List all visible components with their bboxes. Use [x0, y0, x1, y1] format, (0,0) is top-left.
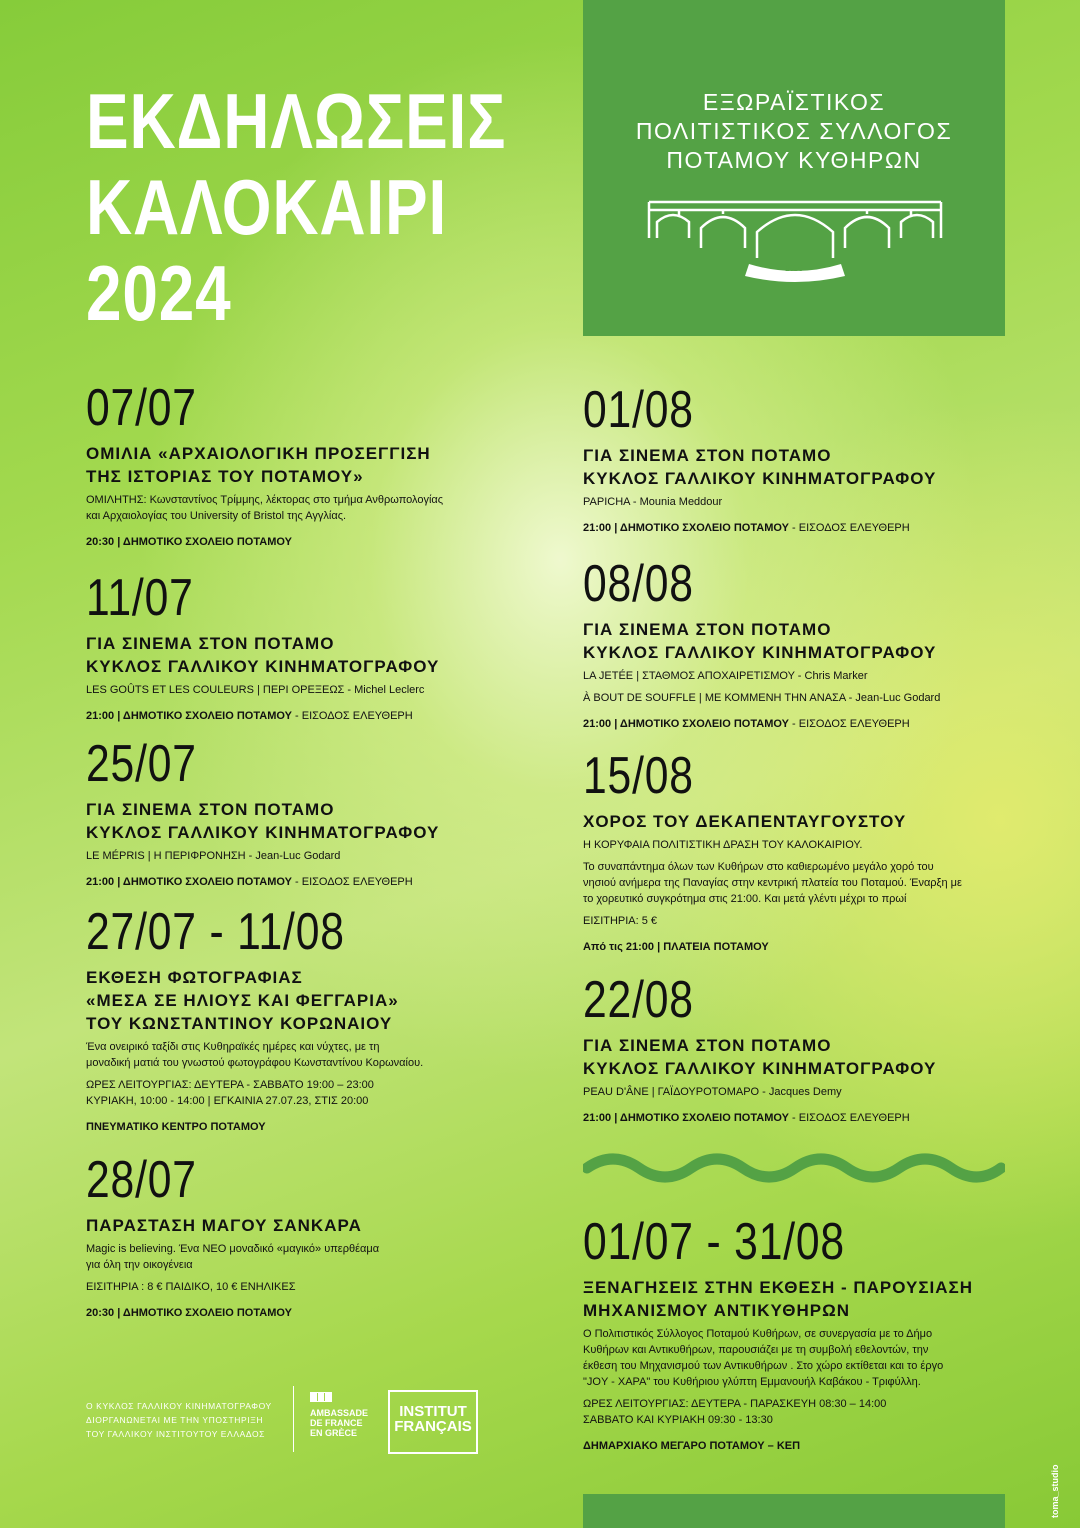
event-date: 22/08 [583, 971, 694, 1029]
org-name-line: ΠΟΛΙΤΙΣΤΙΚΟΣ ΣΥΛΛΟΓΟΣ [635, 118, 953, 144]
event-title [86, 1214, 556, 1237]
event-title-line: ΜΗΧΑΝΙΣΜΟΥ ΑΝΤΙΚΥΘΗΡΩΝ [583, 1301, 850, 1320]
event-time-venue-bold: ΔΗΜΑΡΧΙΑΚΟ ΜΕΓΑΡΟ ΠΟΤΑΜΟΥ – ΚΕΠ [583, 1440, 801, 1452]
event-date: 25/07 [86, 735, 197, 793]
event-date: 01/08 [583, 381, 694, 439]
event-description-line: LE MÉPRIS | Η ΠΕΡΙΦΡΟΝΗΣΗ - Jean-Luc Godard [86, 850, 341, 862]
event-title-line: ΚΥΚΛΟΣ ΓΑΛΛΙΚΟΥ ΚΙΝΗΜΑΤΟΓΡΑΦΟΥ [86, 823, 440, 842]
event-hours-line: ΣΑΒΒΑΤΟ ΚΑΙ ΚΥΡΙΑΚΗ 09:30 - 13:30 [583, 1414, 773, 1426]
event-title-line: ΚΥΚΛΟΣ ΓΑΛΛΙΚΟΥ ΚΙΝΗΜΑΤΟΓΡΑΦΟΥ [583, 643, 937, 662]
event-entry-note: - ΕΙΣΟΔΟΣ ΕΛΕΥΘΕΡΗ [291, 710, 413, 722]
event-card [583, 1214, 1013, 1454]
organization-box [583, 0, 1005, 336]
event-description [583, 837, 1013, 929]
event-title-line: ΓΙΑ ΣΙΝΕΜΑ ΣΤΟΝ ΠΟΤΑΜΟ [583, 446, 832, 465]
ambassade-line: DE FRANCE [310, 1418, 363, 1428]
event-card [86, 736, 556, 890]
event-ticket-line: ΕΙΣΙΤΗΡΙΑ : 8 € ΠΑΙΔΙΚΟ, 10 € ΕΝΗΛΙΚΕΣ [86, 1281, 296, 1293]
bridge-logo-icon [645, 188, 945, 288]
poster-title [86, 78, 506, 336]
org-name-line: ΠΟΤΑΜΟΥ ΚΥΘΗΡΩΝ [666, 147, 922, 173]
event-date: 07/07 [86, 379, 197, 437]
event-description-line: και Αρχαιολογίας του University of Bristol της Αγγλίας. [86, 510, 347, 522]
event-title [583, 1276, 1013, 1322]
event-description-line: Ο Πολιτιστικός Σύλλογος Ποταμού Κυθήρων, σε συνεργασία με το Δήμο [583, 1328, 933, 1340]
event-title-line: ΤΗΣ ΙΣΤΟΡΙΑΣ ΤΟΥ ΠΟΤΑΜΟΥ» [86, 467, 364, 486]
event-time-venue [583, 939, 1013, 955]
event-time-venue-bold: 20:30 | ΔΗΜΟΤΙΚΟ ΣΧΟΛΕΙΟ ΠΟΤΑΜΟΥ [86, 1307, 292, 1319]
org-name-line: ΕΞΩΡΑΪΣΤΙΚΟΣ [702, 89, 886, 115]
event-time-venue [583, 1110, 1053, 1126]
event-card [86, 904, 556, 1135]
event-card [583, 382, 1053, 536]
event-description [583, 1326, 1013, 1428]
event-description [86, 492, 556, 524]
event-time-venue [86, 708, 556, 724]
event-time-venue-bold: Από τις 21:00 | ΠΛΑΤΕΙΑ ΠΟΤΑΜΟΥ [583, 941, 769, 953]
event-title-line: ΠΑΡΑΣΤΑΣΗ ΜΑΓΟΥ ΣΑΝΚΑΡΑ [86, 1216, 362, 1235]
event-description-line: Ένα ονειρικό ταξίδι στις Κυθηραϊκές ημέρες και νύχτες, με τη [86, 1041, 380, 1053]
event-entry-note: - ΕΙΣΟΔΟΣ ΕΛΕΥΘΕΡΗ [788, 1112, 910, 1124]
institut-line: INSTITUT [399, 1403, 467, 1420]
organization-name [583, 88, 1005, 175]
event-time-venue-bold: 21:00 | ΔΗΜΟΤΙΚΟ ΣΧΟΛΕΙΟ ΠΟΤΑΜΟΥ [86, 710, 292, 722]
event-date: 01/07 - 31/08 [583, 1213, 845, 1271]
event-description-line: PEAU D'ÂNE | ΓΑΪΔΟΥΡΟΤΟΜΑΡΟ - Jacques Demy [583, 1086, 842, 1098]
event-description-line: για όλη την οικογένεια [86, 1259, 193, 1271]
event-time-venue [86, 874, 556, 890]
title-line: ΕΚΔΗΛΩΣΕΙΣ [86, 77, 507, 165]
event-time-venue-bold: 21:00 | ΔΗΜΟΤΙΚΟ ΣΧΟΛΕΙΟ ΠΟΤΑΜΟΥ [583, 1112, 789, 1124]
event-description-line: μοναδική ματιά του γνωστού φωτογράφου Κωνσταντίνου Κορωναίου. [86, 1057, 424, 1069]
event-title-line: ΧΟΡΟΣ ΤΟΥ ΔΕΚΑΠΕΝΤΑΥΓΟΥΣΤΟΥ [583, 812, 907, 831]
event-description-line: LA JETÉE | ΣΤΑΘΜΟΣ ΑΠΟΧΑΙΡΕΤΙΣΜΟΥ - Chris Marker [583, 670, 868, 682]
event-description [86, 848, 556, 864]
event-title-line: ΓΙΑ ΣΙΝΕΜΑ ΣΤΟΝ ΠΟΤΑΜΟ [86, 634, 335, 653]
event-title [86, 966, 556, 1035]
event-description-line: "JOY - ΧΑΡΑ" του Κυθήριου γλύπτη Εμμανουήλ Καβάκου - Τριφύλλη. [583, 1376, 921, 1388]
wave-divider-icon [583, 1148, 1005, 1188]
founding-year: 1995 [785, 264, 803, 273]
event-time-venue [583, 1438, 1013, 1454]
event-description [86, 1241, 556, 1295]
event-time-venue-bold: ΠΝΕΥΜΑΤΙΚΟ ΚΕΝΤΡΟ ΠΟΤΑΜΟΥ [86, 1121, 266, 1133]
event-title [583, 810, 1013, 833]
event-title [583, 1034, 1053, 1080]
title-line: 2024 [86, 249, 232, 337]
footer-line: ΔΙΟΡΓΑΝΩΝΕΤΑΙ ΜΕ ΤΗΝ ΥΠΟΣΤΗΡΙΞΗ [86, 1415, 264, 1425]
event-entry-note: - ΕΙΣΟΔΟΣ ΕΛΕΥΘΕΡΗ [788, 522, 910, 534]
event-title [86, 632, 556, 678]
event-description [583, 668, 1053, 706]
event-description-line: LES GOÛTS ET LES COULEURS | ΠΕΡΙ ΟΡΕΞΕΩΣ - Michel Leclerc [86, 684, 425, 696]
event-time-venue [86, 534, 556, 550]
event-title-line: ΟΜΙΛΙΑ «ΑΡΧΑΙΟΛΟΓΙΚΗ ΠΡΟΣΕΓΓΙΣΗ [86, 444, 431, 463]
event-time-venue-bold: 20:30 | ΔΗΜΟΤΙΚΟ ΣΧΟΛΕΙΟ ΠΟΤΑΜΟΥ [86, 536, 292, 548]
event-time-venue [86, 1119, 556, 1135]
event-entry-note: - ΕΙΣΟΔΟΣ ΕΛΕΥΘΕΡΗ [291, 876, 413, 888]
event-title [583, 618, 1053, 664]
event-title-line: ΓΙΑ ΣΙΝΕΜΑ ΣΤΟΝ ΠΟΤΑΜΟ [86, 800, 335, 819]
event-card [583, 972, 1053, 1126]
event-title-line: ΚΥΚΛΟΣ ΓΑΛΛΙΚΟΥ ΚΙΝΗΜΑΤΟΓΡΑΦΟΥ [583, 1059, 937, 1078]
event-description-line: À BOUT DE SOUFFLE | ΜΕ ΚΟΜΜΕΝΗ ΤΗΝ ΑΝΑΣΑ - Jean-Luc Godard [583, 692, 941, 704]
event-description-line: το χορευτικό συγκρότημα στις 21:00. Και μετά γλέντι μέχρι το πρωί [583, 893, 907, 905]
event-description-line: Το συναπάντημα όλων των Κυθήρων στο καθιερωμένο μεγάλο χορό του [583, 861, 934, 873]
event-date: 15/08 [583, 747, 694, 805]
event-card [583, 748, 1013, 955]
ambassade-line: EN GRÈCE [310, 1428, 358, 1438]
event-description-line: Magic is believing. Ένα ΝΕΟ μοναδικό «μαγικό» υπερθέαμα [86, 1243, 380, 1255]
event-title-line: ΓΙΑ ΣΙΝΕΜΑ ΣΤΟΝ ΠΟΤΑΜΟ [583, 620, 832, 639]
event-description [86, 1039, 556, 1109]
event-title-line: ΕΚΘΕΣΗ ΦΩΤΟΓΡΑΦΙΑΣ [86, 968, 303, 987]
event-date: 11/07 [86, 569, 194, 627]
event-card [86, 380, 556, 550]
event-entry-note: - ΕΙΣΟΔΟΣ ΕΛΕΥΘΕΡΗ [788, 718, 910, 730]
event-description-line: Η ΚΟΡΥΦΑΙΑ ΠΟΛΙΤΙΣΤΙΚΗ ΔΡΑΣΗ ΤΟΥ ΚΑΛΟΚΑΙΡΙΟΥ. [583, 839, 863, 851]
french-flag-icon [310, 1392, 332, 1402]
event-hours-line: ΚΥΡΙΑΚΗ, 10:00 - 14:00 | ΕΓΚΑΙΝΙΑ 27.07.23, ΣΤΙΣ 20:00 [86, 1095, 369, 1107]
event-card [86, 570, 556, 724]
event-title-line: «ΜΕΣΑ ΣΕ ΗΛΙΟΥΣ ΚΑΙ ΦΕΓΓΑΡΙΑ» [86, 991, 399, 1010]
event-description-line: νησιού ανήμερα της Παναγίας στην κεντρική πλατεία του Ποταμού. Έναρξη με [583, 877, 962, 889]
designer-credit [1050, 1458, 1072, 1518]
event-description [583, 494, 1053, 510]
event-ticket-line: ΕΙΣΙΤΗΡΙΑ: 5 € [583, 915, 658, 927]
event-hours-line: ΩΡΕΣ ΛΕΙΤΟΥΡΓΙΑΣ: ΔΕΥΤΕΡΑ - ΠΑΡΑΣΚΕΥΗ 08:30 – 14:00 [583, 1398, 887, 1410]
event-time-venue [86, 1305, 556, 1321]
event-description [583, 1084, 1053, 1100]
ambassade-logo [293, 1386, 382, 1452]
event-description-line: έκθεση του Μηχανισμού των Αντικυθήρων . Στο χώρο εκτίθεται και το έργο [583, 1360, 944, 1372]
footer-sponsor-note [86, 1399, 272, 1441]
footer-line: ΤΟΥ ΓΑΛΛΙΚΟΥ ΙΝΣΤΙΤΟΥΤΟΥ ΕΛΛΑΔΟΣ [86, 1429, 266, 1439]
event-description-line: Κυθήρων και Αντικυθήρων, παρουσιάζει με τη συμβολή εθελοντών, την [583, 1344, 929, 1356]
event-card [583, 556, 1053, 732]
event-time-venue [583, 520, 1053, 536]
event-title [86, 798, 556, 844]
event-date: 08/08 [583, 555, 694, 613]
event-title [583, 444, 1053, 490]
event-description-line: ΟΜΙΛΗΤΗΣ: Κωνσταντίνος Τρίμμης, λέκτορας στο τμήμα Ανθρωπολογίας [86, 494, 444, 506]
footer-line: Ο ΚΥΚΛΟΣ ΓΑΛΛΙΚΟΥ ΚΙΝΗΜΑΤΟΓΡΑΦΟΥ [86, 1401, 272, 1411]
event-title-line: ΚΥΚΛΟΣ ΓΑΛΛΙΚΟΥ ΚΙΝΗΜΑΤΟΓΡΑΦΟΥ [583, 469, 937, 488]
institut-francais-logo [388, 1390, 478, 1454]
event-time-venue-bold: 21:00 | ΔΗΜΟΤΙΚΟ ΣΧΟΛΕΙΟ ΠΟΤΑΜΟΥ [583, 718, 789, 730]
event-time-venue-bold: 21:00 | ΔΗΜΟΤΙΚΟ ΣΧΟΛΕΙΟ ΠΟΤΑΜΟΥ [583, 522, 789, 534]
event-date: 27/07 - 11/08 [86, 903, 345, 961]
bottom-green-bar [583, 1494, 1005, 1528]
institut-line: FRANÇAIS [394, 1418, 472, 1435]
event-hours-line: ΩΡΕΣ ΛΕΙΤΟΥΡΓΙΑΣ: ΔΕΥΤΕΡΑ - ΣΑΒΒΑΤΟ 19:00 – 23:00 [86, 1079, 374, 1091]
event-card [86, 1152, 556, 1321]
event-title-line: ΤΟΥ ΚΩΝΣΤΑΝΤΙΝΟΥ ΚΟΡΩΝΑΙΟΥ [86, 1014, 393, 1033]
event-title [86, 442, 556, 488]
event-description [86, 682, 556, 698]
ambassade-line: AMBASSADE [310, 1408, 369, 1418]
event-date: 28/07 [86, 1151, 197, 1209]
event-description-line: PAPICHA - Mounia Meddour [583, 496, 723, 508]
title-line: ΚΑΛΟΚΑΙΡΙ [86, 163, 448, 251]
event-time-venue-bold: 21:00 | ΔΗΜΟΤΙΚΟ ΣΧΟΛΕΙΟ ΠΟΤΑΜΟΥ [86, 876, 292, 888]
event-time-venue [583, 716, 1053, 732]
event-title-line: ΚΥΚΛΟΣ ΓΑΛΛΙΚΟΥ ΚΙΝΗΜΑΤΟΓΡΑΦΟΥ [86, 657, 440, 676]
event-title-line: ΓΙΑ ΣΙΝΕΜΑ ΣΤΟΝ ΠΟΤΑΜΟ [583, 1036, 832, 1055]
credit-text: toma_studio [1050, 1464, 1060, 1518]
event-title-line: ΞΕΝΑΓΗΣΕΙΣ ΣΤΗΝ ΕΚΘΕΣΗ - ΠΑΡΟΥΣΙΑΣΗ [583, 1278, 974, 1297]
